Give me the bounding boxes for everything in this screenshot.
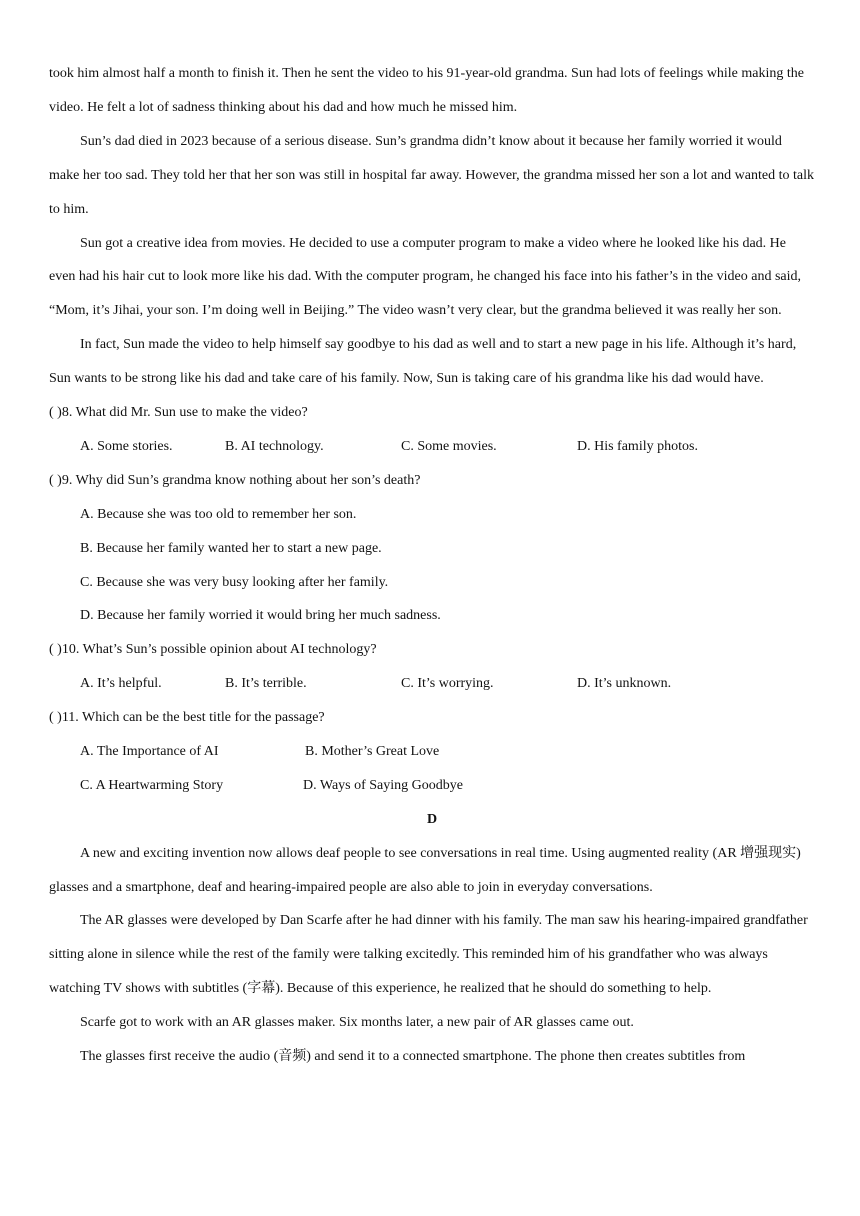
question-11-stem: ( )11. Which can be the best title for the passage? (49, 710, 325, 726)
passage-c-paragraph-2: Sun’s dad died in 2023 because of a serious disease. Sun’s grandma didn’t know about it because her family worried it would make her too sad. They told her that her son was still in hospital far away. However, the grandma missed her son a lot and wanted to talk to him. (49, 133, 814, 217)
question-11-options-cd (49, 769, 815, 803)
question-9-stem: ( )9. Why did Sun’s grandma know nothing about her son’s death? (49, 472, 421, 488)
passage-c-paragraph-4: In fact, Sun made the video to help himself say goodbye to his dad as well and to start a new page in his life. Although it’s hard, Sun wants to be strong like his dad and take care of his family. Now, Sun is taking care of his grandma like his dad would have. (49, 337, 797, 387)
question-8-option-a: A. Some stories. (80, 438, 173, 454)
section-d-paragraph-4: The glasses first receive the audio (音频) and send it to a connected smartphone. The phone then creates subtitles from (80, 1049, 746, 1065)
question-10-option-b: B. It’s terrible. (225, 676, 307, 692)
section-d-heading: D (426, 811, 438, 827)
question-11-option-d: D. Ways of Saying Goodbye (303, 777, 463, 793)
question-8-option-b: B. AI technology. (225, 438, 324, 454)
question-9-option-a: A. Because she was too old to remember her son. (80, 506, 357, 522)
question-10-option-d: D. It’s unknown. (577, 676, 672, 692)
question-10-stem: ( )10. What’s Sun’s possible opinion about AI technology? (49, 642, 377, 658)
question-11-options-ab (49, 735, 815, 769)
question-10-option-c: C. It’s worrying. (401, 676, 494, 692)
section-d-paragraph-1: A new and exciting invention now allows deaf people to see conversations in real time. Using augmented reality (AR 增强现实) glasses and a smartphone, deaf and hearing-impaired people are also able to join in everyday conversations. (49, 845, 801, 895)
passage-c-paragraph-1: took him almost half a month to finish it. Then he sent the video to his 91-year-old grandma. Sun had lots of feelings while making the video. He felt a lot of sadness thinking about his dad and how much he missed him. (49, 66, 804, 115)
question-9-option-d: D. Because her family worried it would bring her much sadness. (80, 608, 441, 624)
question-8-options (49, 430, 815, 464)
question-8-option-c: C. Some movies. (401, 438, 497, 454)
document-page (49, 57, 815, 1074)
question-10-option-a: A. It’s helpful. (80, 676, 162, 692)
question-9-option-c-row (49, 566, 815, 600)
passage-c-paragraph-3: Sun got a creative idea from movies. He decided to use a computer program to make a video where he looked like his dad. He even had his hair cut to look more like his dad. With the computer program, he changed his face into his father’s in the video and said, “Mom, it’s Jihai, your son. I’m doing well in Beijing.” The video wasn’t very clear, but the grandma believed it was really her son. (49, 235, 801, 319)
question-9-option-d-row (49, 599, 815, 633)
question-8-option-d: D. His family photos. (577, 438, 698, 454)
question-11-option-c: C. A Heartwarming Story (80, 777, 224, 793)
question-11-option-a: A. The Importance of AI (80, 743, 219, 759)
question-8-stem: ( )8. What did Mr. Sun use to make the video? (49, 405, 308, 421)
question-9-option-c: C. Because she was very busy looking after her family. (80, 574, 389, 590)
question-9-option-a-row (49, 498, 815, 532)
section-d-paragraph-3: Scarfe got to work with an AR glasses maker. Six months later, a new pair of AR glasses came out. (80, 1015, 634, 1031)
question-9-option-b: B. Because her family wanted her to start a new page. (80, 540, 382, 556)
question-10-options (49, 667, 815, 701)
section-d-paragraph-2: The AR glasses were developed by Dan Scarfe after he had dinner with his family. The man saw his hearing-impaired grandfather sitting alone in silence while the rest of the family were talking excitedly. This reminded him of his grandfather who was always watching TV shows with subtitles (字幕). Because of this experience, he realized that he should do something to help. (49, 913, 808, 997)
question-9-option-b-row (49, 532, 815, 566)
question-11-option-b: B. Mother’s Great Love (305, 743, 440, 759)
